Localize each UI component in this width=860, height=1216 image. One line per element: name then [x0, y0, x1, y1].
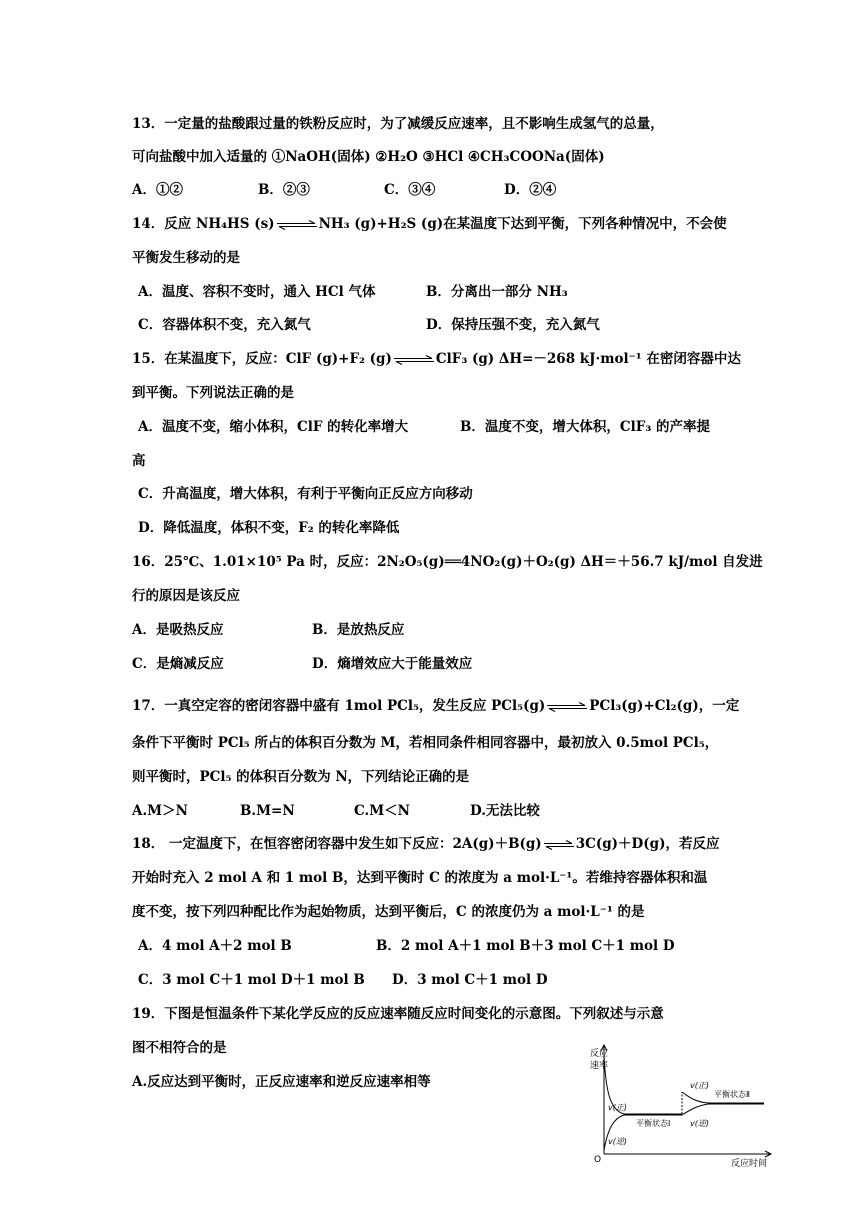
- equilibrium-arrow-icon: [393, 355, 435, 365]
- q15-option-a: A．温度不变，缩小体积，ClF 的转化率增大: [138, 419, 409, 435]
- forward-rate-label-2: v(正): [690, 1081, 709, 1090]
- q15-line1: [132, 349, 741, 369]
- y-axis-label-line1: 反应: [590, 1049, 609, 1059]
- q18-line1: [132, 834, 719, 854]
- q19-line1: 19．下图是恒温条件下某化学反应的反应速率随反应时间变化的示意图。下列叙述与示意: [132, 1006, 664, 1022]
- q15-line2: 到平衡。下列说法正确的是: [132, 385, 294, 401]
- y-axis-label-line2: 速率: [590, 1061, 609, 1071]
- reverse-rate-label-2: v(逆): [690, 1119, 709, 1128]
- q14-option-c: C．容器体积不变，充入氮气: [138, 317, 311, 333]
- rate-time-diagram: [586, 1042, 776, 1172]
- equilibrium-arrow-icon: [546, 702, 588, 712]
- q19-option-a: A.反应达到平衡时，正反应速率和逆反应速率相等: [132, 1074, 431, 1090]
- q14-line1-post: NH₃ (g)+H₂S (g)在某温度下达到平衡，下列各种情况中，不会使: [318, 216, 727, 232]
- q19-line2: 图不相符合的是: [132, 1040, 227, 1056]
- q18-option-c: C．3 mol C＋1 mol D＋1 mol B: [138, 972, 365, 988]
- q14-line1: [132, 214, 727, 234]
- equilibrium-arrow-icon: [543, 840, 575, 850]
- x-axis-label: 反应时间: [731, 1159, 768, 1169]
- q13-option-d: D．②④: [504, 182, 557, 198]
- q14-option-d: D．保持压强不变，充入氮气: [426, 317, 600, 333]
- q17-line2: 条件下平衡时 PCl₅ 所占的体积百分数为 M，若相同条件相同容器中，最初放入 0.5mol PCl₅，: [132, 735, 719, 751]
- equilibrium-state-1-label: 平衡状态Ⅰ: [636, 1119, 671, 1128]
- forward-rate-label-1: v(正): [608, 1103, 627, 1112]
- q18-option-b: B．2 mol A＋1 mol B＋3 mol C＋1 mol D: [376, 938, 675, 954]
- q18-line2: 开始时充入 2 mol A 和 1 mol B，达到平衡时 C 的浓度为 a mol·L⁻¹。若维持容器体积和温: [132, 870, 708, 886]
- q13-line2: 可向盐酸中加入适量的 ①NaOH(固体) ②H₂O ③HCl ④CH₃COONa(固体): [132, 149, 605, 165]
- q13-line1: 13．一定量的盐酸跟过量的铁粉反应时，为了减缓反应速率，且不影响生成氢气的总量，: [132, 116, 664, 132]
- reverse-rate-label-1: v(逆): [608, 1137, 627, 1146]
- origin-label: O: [594, 1155, 602, 1165]
- q17-line3: 则平衡时，PCl₅ 的体积百分数为 N，下列结论正确的是: [132, 769, 470, 785]
- q15-line1-post: ClF₃ (g) ΔH=－268 kJ·mol⁻¹ 在密闭容器中达: [435, 351, 741, 367]
- q17-option-d: D.无法比较: [470, 803, 540, 819]
- q13-option-a: A．①②: [132, 182, 183, 198]
- q15-option-b-continued: 高: [132, 453, 146, 469]
- q17-option-c: C.M＜N: [354, 803, 410, 819]
- q16-option-d: D．熵增效应大于能量效应: [312, 656, 473, 672]
- q17-line1: [132, 696, 739, 716]
- q16-option-b: B．是放热反应: [312, 622, 405, 638]
- equilibrium-state-2-label: 平衡状态Ⅱ: [714, 1090, 750, 1099]
- q14-line1-pre: 14．反应 NH₄HS (s): [132, 216, 275, 232]
- q15-option-d: D．降低温度，体积不变，F₂ 的转化率降低: [138, 520, 400, 536]
- q18-line1-pre: 18． 一定温度下，在恒容密闭容器中发生如下反应：2A(g)＋B(g): [132, 836, 542, 852]
- q13-option-b: B．②③: [258, 182, 310, 198]
- q16-line2: 行的原因是该反应: [132, 588, 240, 604]
- q14-option-b: B．分离出一部分 NH₃: [426, 284, 568, 300]
- q13-option-c: C．③④: [384, 182, 436, 198]
- reverse-rate-curve-2: [682, 1104, 764, 1115]
- q18-option-a: A．4 mol A＋2 mol B: [138, 938, 292, 954]
- q14-line2: 平衡发生移动的是: [132, 250, 240, 266]
- equilibrium-arrow-icon: [276, 220, 318, 230]
- q15-option-c: C．升高温度，增大体积，有利于平衡向正反应方向移动: [138, 486, 473, 502]
- q16-option-c: C．是熵减反应: [132, 656, 224, 672]
- q18-option-d: D．3 mol C＋1 mol D: [392, 972, 548, 988]
- q17-line1-pre: 17．一真空定容的密闭容器中盛有 1mol PCl₅，发生反应 PCl₅(g): [132, 698, 546, 714]
- q15-line1-pre: 15．在某温度下，反应：ClF (g)+F₂ (g): [132, 351, 392, 367]
- q18-line3: 度不变，按下列四种配比作为起始物质，达到平衡后，C 的浓度仍为 a mol·L⁻¹ 的是: [132, 904, 645, 920]
- q18-line1-post: 3C(g)＋D(g)，若反应: [575, 836, 720, 852]
- q16-option-a: A．是吸热反应: [132, 622, 224, 638]
- q17-option-a: A.M＞N: [132, 803, 188, 819]
- q17-option-b: B.M=N: [240, 803, 295, 819]
- q15-option-b: B．温度不变，增大体积，ClF₃ 的产率提: [460, 419, 710, 435]
- q14-option-a: A．温度、容积不变时，通入 HCl 气体: [138, 284, 376, 300]
- q16-line1: 16．25℃、1.01×10⁵ Pa 时，反应：2N₂O₅(g)══4NO₂(g)＋O₂(g) ΔH＝＋56.7 kJ/mol 自发进: [132, 554, 763, 570]
- q17-line1-post: PCl₃(g)+Cl₂(g)，一定: [589, 698, 740, 714]
